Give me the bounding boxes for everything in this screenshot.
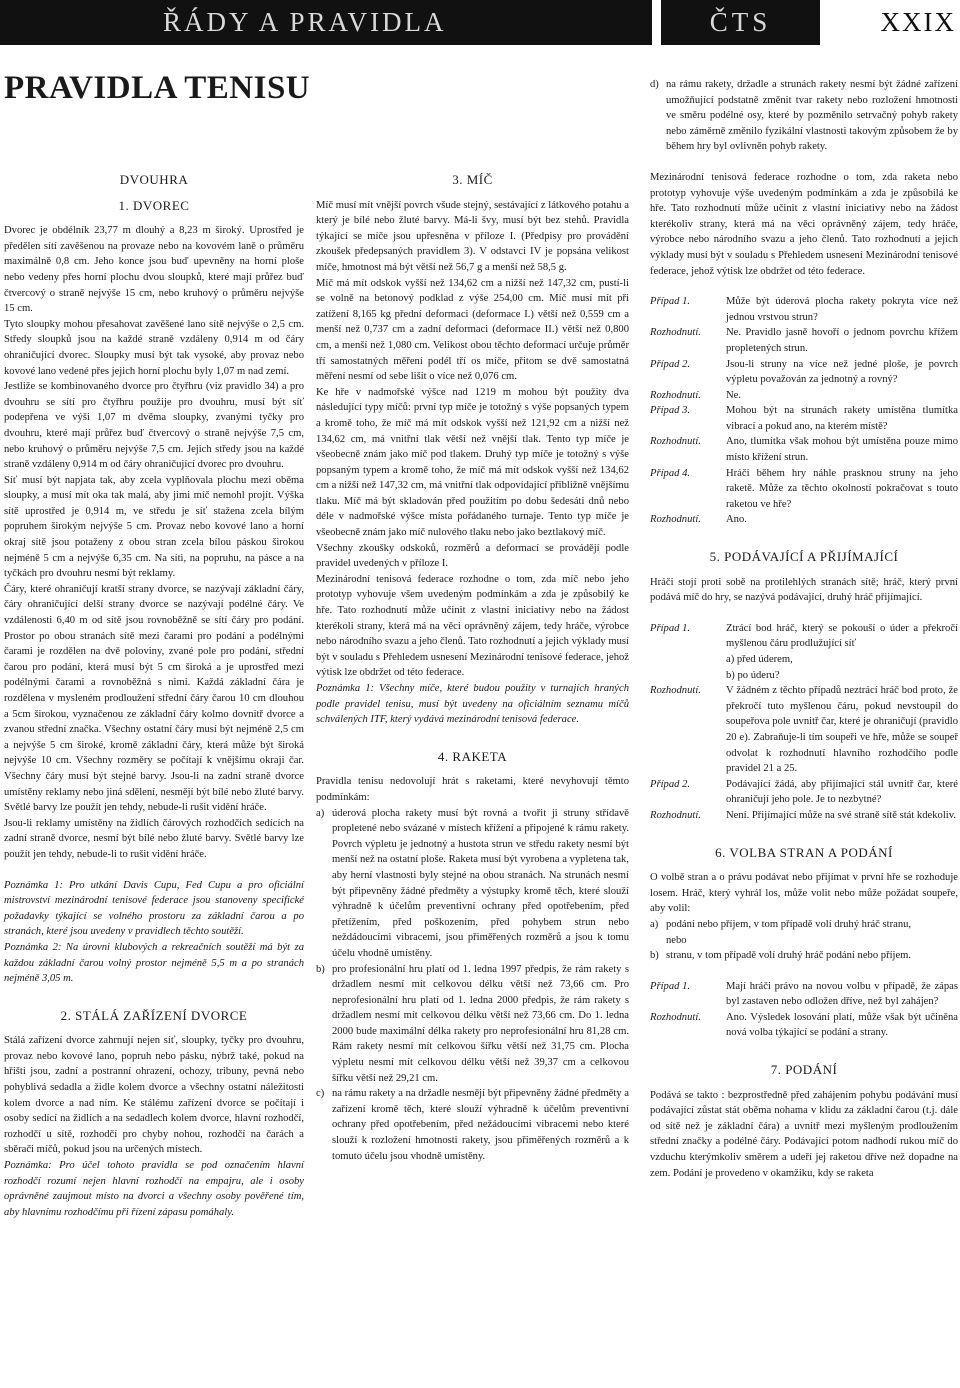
- list-text: na rámu rakety, držadle a strunách rakety nesmí být žádné zařízení umožňující podstatně změnit tvar rakety nebo rozložení hmotnosti ve směru podélné osy, které by pozměnilo setrvačný pohyb rakety nebo záměrně změnilo fyzikální vlastnosti takovým způsobem že by během hry byl ovlivněn pohyb rakety.: [666, 79, 958, 153]
- note-label: Poznámka 1: [316, 683, 371, 694]
- note-text: : Na úrovni klubových a rekreačních soutěží má být za každou základní čarou volný prostor nejméně 5,5 m a po stranách nejméně 3,05 m.: [4, 941, 304, 985]
- case-label: Rozhodnutí.: [650, 1011, 701, 1023]
- paragraph: Mezinárodní tenisová federace rozhodne o tom, zda míč nebo jeho prototyp vyhovuje všem uvedeným podmínkám a zda je způsobilý ke hře. Tato rozhodnutí může učinit z vlastní iniciativy nebo na žádost kterékoli strany, která má na věci oprávněný zájem, tedy hráče, výrobce nebo národního svazu a jeho členů. Tato rozhodnutí a jejich výklady musí být v souladu s Přehledem usnesení Mezinárodní tenisové federace, jehož výtisk lze obdržet od této federace.: [316, 573, 629, 679]
- case-text: Ano.: [726, 514, 747, 526]
- column-3: [650, 77, 958, 1181]
- heading-ball: 3. MÍČ: [452, 172, 493, 187]
- note-text: : Pro utkání Davis Cupu, Fed Cupu a pro oficiální mistrovství mezinárodní tenisové federace jsou stanoveny specifické požadavky týkající se volného prostoru za základní čarou a po stranách, které jsou uvedeny v pravidlech těchto soutěží.: [4, 879, 304, 938]
- note-label: Poznámka: [4, 1160, 49, 1172]
- column-2: [316, 166, 629, 1164]
- case-label: Případ 2.: [650, 358, 691, 370]
- note-text: : Všechny míče, které budou použity v turnajích hraných podle pravidel tenisu, musí být uvedeny na oficiálním seznamu míčů schválených ITF, který vydává mezinárodní tenisová federace.: [316, 683, 629, 726]
- column-1: [4, 166, 304, 1220]
- case-row: [650, 621, 958, 683]
- case-label: Rozhodnutí.: [650, 389, 701, 401]
- paragraph: Čáry, které ohraničují kratší strany dvorce, se nazývají základní čáry, čáry ohraničující delší strany dvorce se nazývají podélné čáry. Ve vzdálenosti 6,40 m od sítě jsou rovnoběžně se sítí čáry pro podání. Prostor po obou stranách sítě mezi čarami pro podání a podélnými čarami je rozdělen na dvě poloviny, zvané pole pro podání, střední čarou pro podání, která musí být 5 cm široká a je uprostřed mezi podélnými čarami a rovnoběžná s nimi. Každá základní čára je rozdělena v mysleném prodloužení střední čáry čarou 10 cm dlouhou a 5cm širokou, vyznačenou ze základní čáry kolmo dovnitř dvorce a zvanou střední značka. Všechny ostatní čáry musí být nejméně 2,5 cm a nejvýše 5 cm široké, kromě základní čáry, která může být široká nejvýše 10 cm. Všechny rozměry se počítají k vnějšímu okraji čar. Všechny čáry musí být stejné barvy. Jsou-li na zadní straně dvorce umístěny reklamy nebo jiná sdělení, nesmějí být bílé nebo žluté barvy. Světlé barvy lze použít jen tehdy, nebude-li rušit vidění hráče.: [4, 583, 304, 814]
- paragraph: Podává se takto : bezprostředně před zahájením pohybu podávání musí podávající zůstat stát oběma nohama v klidu za základní čarou (t.j. dále od sítě než je základní čára) a uvnitř mezi myšleným prodloužením střední značky a podélné čáry. Podávající potom nadhodí rukou míč do vzduchu kterýmkoliv směrem a udeří jej raketou dříve než dopadne na zem. Podání je provedeno v okamžiku, kdy se raketa: [650, 1089, 958, 1179]
- note-text: : Pro účel tohoto pravidla se pod označením hlavní rozhodčí rozumí nejen hlavní rozhodčí na empajru, ale i osoby oprávněné zaujmout místo na dvorci a všechny osoby pověřené tím, aby hlavnímu rozhodčímu při řízení zápasu pomáhaly.: [4, 1160, 304, 1218]
- paragraph: Míč má mít odskok vyšší než 134,62 cm a nižší než 147,32 cm, pustí-li se volně na betonový podklad z výše 254,00 cm. Míč musí mít při zatížení 8,165 kg přední deformaci (deformace I.) větší než 0,559 cm a menší než 0,737 cm a zadní deformaci (deformace II.) větší než 0,800 cm, a menší než 1,080 cm. Velikost obou těchto deformací určuje průměr tří samostatných měření podél tří os míče, přitom se dvě samostatná měření nesmí od sebe lišit o více než 0,076 cm.: [316, 277, 629, 383]
- note-1: [4, 878, 304, 940]
- heading-racket: 4. RAKETA: [437, 748, 508, 764]
- list-marker: b): [316, 963, 325, 975]
- paragraph: O volbě stran a o právu podávat nebo přijímat v první hře se rozhoduje losem. Hráč, který vyhrál los, může volit nebo může požádat soupeře, aby volil:: [650, 872, 958, 915]
- paragraph: Stálá zařízení dvorce zahrnují nejen síť, sloupky, tyčky pro dvouhru, provaz nebo kovové lano, popruh nebo pásku, nýbrž také, pokud na hřišti jsou, zadní a postranní ohrazení, ochozy, tribuny, pevná nebo pohyblivá sedadla a židle kolem dvorce a všechny ostatní náležitosti kolem dvorce a nad ním. Ke stálému zařízení dvorce se počítají i osoby sedící na židlích a na sedadlech kolem dvorce, hlavní rozhodčí, rozhodčí u sítě, rozhodčí pro chyby nohou, rozhodčí na čarách a sběrači míčů, pokud jsou na určených místech.: [4, 1035, 304, 1156]
- list-item: [650, 948, 958, 964]
- list-item: [316, 806, 629, 962]
- case-row: [650, 466, 958, 513]
- paragraph: Ke hře v nadmořské výšce nad 1219 m mohou být použity dva následující typy míčů: první typ míče je totožný s výše popsaných typem a kromě toho, že míč má mít odskok vyšší než 121,92 cm a nižší než 134,62 cm, má vnitřní tlak větší než vnější tlak. Tento typ míče je všeobecně znám jako míč pod tlakem. Druhý typ míče je totožný s výše popsaným typem a kromě toho, že míč má mít odskok vyšší než 134,62 cm a nižší než 147,32 cm, má vnitřní tlak odpovídající přibližně vnějšímu tlaku. Míč má být skladován před použitím po dobu šedesáti dnů nebo déle v nadmořské výšce místa pořádaného turnaje. Tento typ míče je všeobecně znám jako míč nulového tlaku nebo jako beztlakový míč.: [316, 386, 629, 539]
- case-text: Ano. Výsledek losování platí, může však být učiněna nová volba týkající se podání a strany.: [726, 1011, 958, 1039]
- heading-doubles: DVOUHRA: [119, 172, 189, 187]
- case-label: Případ 2.: [650, 778, 691, 790]
- note-label: Poznámka 2: [4, 941, 58, 953]
- case-row: [650, 1010, 958, 1041]
- list-marker: a): [650, 918, 659, 930]
- list-text: podání nebo příjem, v tom případě volí druhý hráč stranu, nebo: [666, 918, 912, 946]
- list-text: stranu, v tom případě volí druhý hráč podání nebo příjem.: [666, 950, 912, 962]
- case-text: Jsou-li struny na více než jedné ploše, je povrch výpletu považován za jednotný a rovný?: [726, 358, 958, 386]
- paragraph: Míč musí mít vnější povrch všude stejný, sestávající z látkového potahu a který je bílé nebo žluté barvy. Má-li švy, musí být bez stehů. Pravidla týkající se míče jsou upřesněna v příloze I. (Předpisy pro provádění zkoušek předepsaných pravidlem 3). V odstavci IV je popsána velikost míče, hmotnost má být větší než 56,7 g a menší než 58,5 g.: [316, 199, 629, 273]
- section-banner: ŘÁDY A PRAVIDLA: [0, 0, 652, 45]
- case-label: Rozhodnutí.: [650, 436, 701, 448]
- list-item: [650, 77, 958, 155]
- case-label: Případ 1.: [650, 622, 691, 634]
- heading-server: 5. PODÁVAJÍCÍ A PŘIJÍMAJÍCÍ: [709, 549, 899, 565]
- org-banner: ČTS: [661, 0, 820, 45]
- list-item: [650, 917, 958, 948]
- case-text: Může být úderová plocha rakety pokryta více než jednou vrstvou strun?: [726, 296, 958, 323]
- case-label: Případ 1.: [650, 296, 691, 308]
- case-text: Ne. Pravidlo jasně hovoří o jednom povrchu křížem propletených strun.: [726, 327, 958, 354]
- case-text: Hráči během hry náhle prasknou struny na jeho raketě. Může za těchto okolností pokračovat s touto raketou ve hře?: [726, 467, 958, 510]
- list-item: [316, 1086, 629, 1164]
- case-text: V žádném z těchto případů neztrácí hráč bod proto, že překročí tuto myšlenou čáru, pokud nevstoupil do soupeřova pole uvnitř čar, které je ohraničují (pravidlo 20 e). Zabraňuje-li tím soupeři ve hře, může se soupeř odvolat k rozhodnutí hlavního rozhodčího podle pravidel 21 a 25.: [726, 685, 958, 775]
- list-marker: d): [650, 79, 659, 90]
- page-title: PRAVIDLA TENISU: [4, 70, 311, 106]
- heading-fixtures: 2. STÁLÁ ZAŘÍZENÍ DVORCE: [60, 1007, 248, 1023]
- list-text: pro profesionální hru platí od 1. ledna 1997 předpis, že rám rakety s držadlem nesmí mít celkovou délku větší než 73,66 cm. Pro neprofesionální hru platí od 1. ledna 2000 předpis, že rám rakety s držadlem nesmí mít celkovou délku větší než 73,66 cm. Do 1. ledna 2000 bude maximální délka rakety pro neprofesionální hru 81,28 cm. Rám rakety nesmí mít celkovou šířku větší než 31,75 cm. Plocha výpletu nesmí mít celkovou délku větší než 39,37 cm a celkovou šířku větší než 29,21 cm.: [332, 963, 629, 1084]
- case-row: [650, 434, 958, 465]
- list-marker: a): [316, 807, 325, 819]
- paragraph: Mezinárodní tenisová federace rozhodne o tom, zda raketa nebo prototyp vyhovuje výše uvedeným podmínkám a zda je způsobilá ke hře. Tato rozhodnutí může učinit z vlastní iniciativy nebo na žádost kterékoliv strany, která má na věci oprávněný zájem, tedy hráče, výrobce nebo národního svazu a jeho členů. Tato rozhodnutí a jejich výklady musí být v souladu s Přehledem usnesení Mezinárodní tenisové federace, jehož výtisk lze obdržet od této federace.: [650, 171, 958, 277]
- case-label: Rozhodnutí.: [650, 514, 701, 526]
- case-row: [650, 512, 958, 528]
- case-row: [650, 683, 958, 777]
- case-row: [650, 403, 958, 434]
- case-label: Rozhodnutí.: [650, 327, 701, 339]
- case-row: [650, 808, 958, 824]
- note-2: [4, 940, 304, 987]
- paragraph: Všechny zkoušky odskoků, rozměrů a deformací se provádějí podle pravidel uvedených v příloze I.: [316, 542, 629, 570]
- paragraph: Tyto sloupky mohou přesahovat zavěšené lano sítě nejvýše o 2,5 cm. Středy sloupků jsou na každé straně vzdáleny 0,914 m od čáry ohraničující dvorec. Sloupky musí být tak vysoké, aby provaz nebo kovové lano vedené přes jejich horní plochu byly 1,07 m nad zemí.: [4, 318, 304, 377]
- note-label: Poznámka 1: [4, 879, 60, 891]
- case-text: Mají hráči právo na novou volbu v případě, že zápas byl zastaven nebo odložen dříve, než byl zahájen?: [726, 980, 958, 1008]
- heading-serve: 7. PODÁNÍ: [770, 1062, 838, 1078]
- case-list: [650, 979, 958, 1041]
- list-item: [316, 962, 629, 1087]
- list-text: úderová plocha rakety musí být rovná a tvořit ji struny střídavě propletené nebo svázané v místech křížení a připojené k rámu rakety. Povrch výpletu je jednotný a hustota strun ve středu rakety nesmí být menší než na ostatní ploše. Raketa musí být vyrobena a vypletena tak, aby herní vlastnosti byly stejné na obou stranách. Na strunách nesmí být připevněny žádné předměty a výstupky kromě těch, které slouží výhradně k účelům preventivní ochrany před opotřebením, před přetížením, před poškozením, před pohybem strun nebo neždádoucími vibracemi, jsou přiměřených rozměrů a jsou k tomu účelu vhodně umístěny.: [332, 807, 629, 959]
- case-text: Ne.: [726, 389, 742, 401]
- list-marker: c): [316, 1088, 325, 1100]
- heading-court: 1. DVOREC: [118, 197, 190, 213]
- chapter-number: XXIX: [880, 7, 956, 37]
- case-label: Případ 4.: [650, 467, 691, 479]
- case-row: [650, 777, 958, 808]
- list-text: na rámu rakety a na držadle nesmějí být připevněny žádné předměty a zařízení kromě těch, které slouží výhradně k účelům preventivní ochrany před opotřebením, před nežádoucími vibracemi nebo které slouží k rozložení hmotnosti rakety, jsou přiměřených rozměrů a k tomuto účelu jsou vhodně umístěny.: [332, 1088, 629, 1162]
- case-text: Mohou být na strunách rakety umístěna tlumítka vibrací a pokud ano, na kterém místě?: [726, 405, 958, 432]
- case-text: Ano, tlumítka však mohou být umístěna pouze mimo místo křížení strun.: [726, 436, 958, 464]
- paragraph: Pravidla tenisu nedovolují hrát s raketami, které nevyhovují těmto podmínkám:: [316, 776, 629, 803]
- paragraph: Dvorec je obdélník 23,77 m dlouhý a 8,23 m široký. Uprostřed je předělen sítí zavěšenou na provaze nebo na kovovém laně o průměru maximálně 0,8 cm. Jeho konce jsou buď upevněny na horní ploše nebo vedeny přes horní plochu dvou sloupků, které mají průřez buď čtvercový o straně nejvýše 15 cm, nebo kruhový o průměru nejvýše 15 cm.: [4, 225, 304, 315]
- case-text: Není. Přijímající může na své straně sítě stát kdekoliv.: [726, 809, 956, 821]
- paragraph: Síť musí být napjata tak, aby zcela vyplňovala plochu mezi oběma sloupky, a musí mít oka tak malá, aby jimi míč nemohl projít. Výška sítě uprostřed je 0,914 m, ve středu je síť stažena zcela bílým popruhem širokým nejvýše 5 cm. Provaz nebo kovové lano a horní okraj sítě jsou potaženy z obou stran zcela bílou páskou širokou nejméně 5 cm a nejvýše 6,35 cm. Na síti, na popruhu, na pásce a na tyčkách pro dvouhru nesmí být reklamy.: [4, 474, 304, 580]
- case-label: Rozhodnutí.: [650, 809, 701, 821]
- case-row: [650, 388, 958, 404]
- case-label: Rozhodnutí.: [650, 685, 701, 697]
- case-row: [650, 357, 958, 388]
- case-text: Ztrácí bod hráč, který se pokouší o úder a překročí myšlenou čáru prodlužující síť a) před úderem, b) po úderu?: [726, 622, 958, 681]
- case-row: [650, 294, 958, 325]
- paragraph: Jsou-li reklamy umístěny na židlích čárových rozhodčích sedících na zadní straně dvorce, nesmí být bílé nebo žluté barvy. Světlé barvy lze použít jen tehdy, nebude-li to rušit vidění hráče.: [4, 817, 304, 860]
- case-row: [650, 325, 958, 356]
- case-list: [650, 621, 958, 824]
- case-list: [650, 294, 958, 528]
- case-label: Případ 1.: [650, 980, 691, 992]
- paragraph: Jestliže se kombinovaného dvorce pro čtyřhru (viz pravidlo 34) a pro dvouhru se sítí pro čtyřhru použije pro dvouhru, musí být síť podepřena ve výši 1,07 m dvěma sloupky, zvanými tyčky pro dvouhru, které mají průřez buď čtvercový o straně nejvýše 7,5 cm, nebo kruhový o průměru nejvýše 7,5 cm. Jejich středy jsou na každé straně vzdáleny 0,914 m od čáry ohraničující dvorec pro dvouhru.: [4, 381, 304, 471]
- note-ball: [316, 681, 629, 728]
- paragraph: Hráči stojí proti sobě na protilehlých stranách sítě; hráč, který první podává míč do hry, se nazývá podávající, druhý hráč přijímající.: [650, 576, 958, 604]
- case-row: [650, 979, 958, 1010]
- case-text: Podávající žádá, aby přijímající stál uvnitř čar, které ohraničují jeho pole. Je to nezbytné?: [726, 778, 958, 806]
- case-label: Případ 3.: [650, 405, 691, 417]
- heading-choice: 6. VOLBA STRAN A PODÁNÍ: [715, 844, 893, 860]
- list-marker: b): [650, 950, 659, 962]
- note-3: [4, 1158, 304, 1220]
